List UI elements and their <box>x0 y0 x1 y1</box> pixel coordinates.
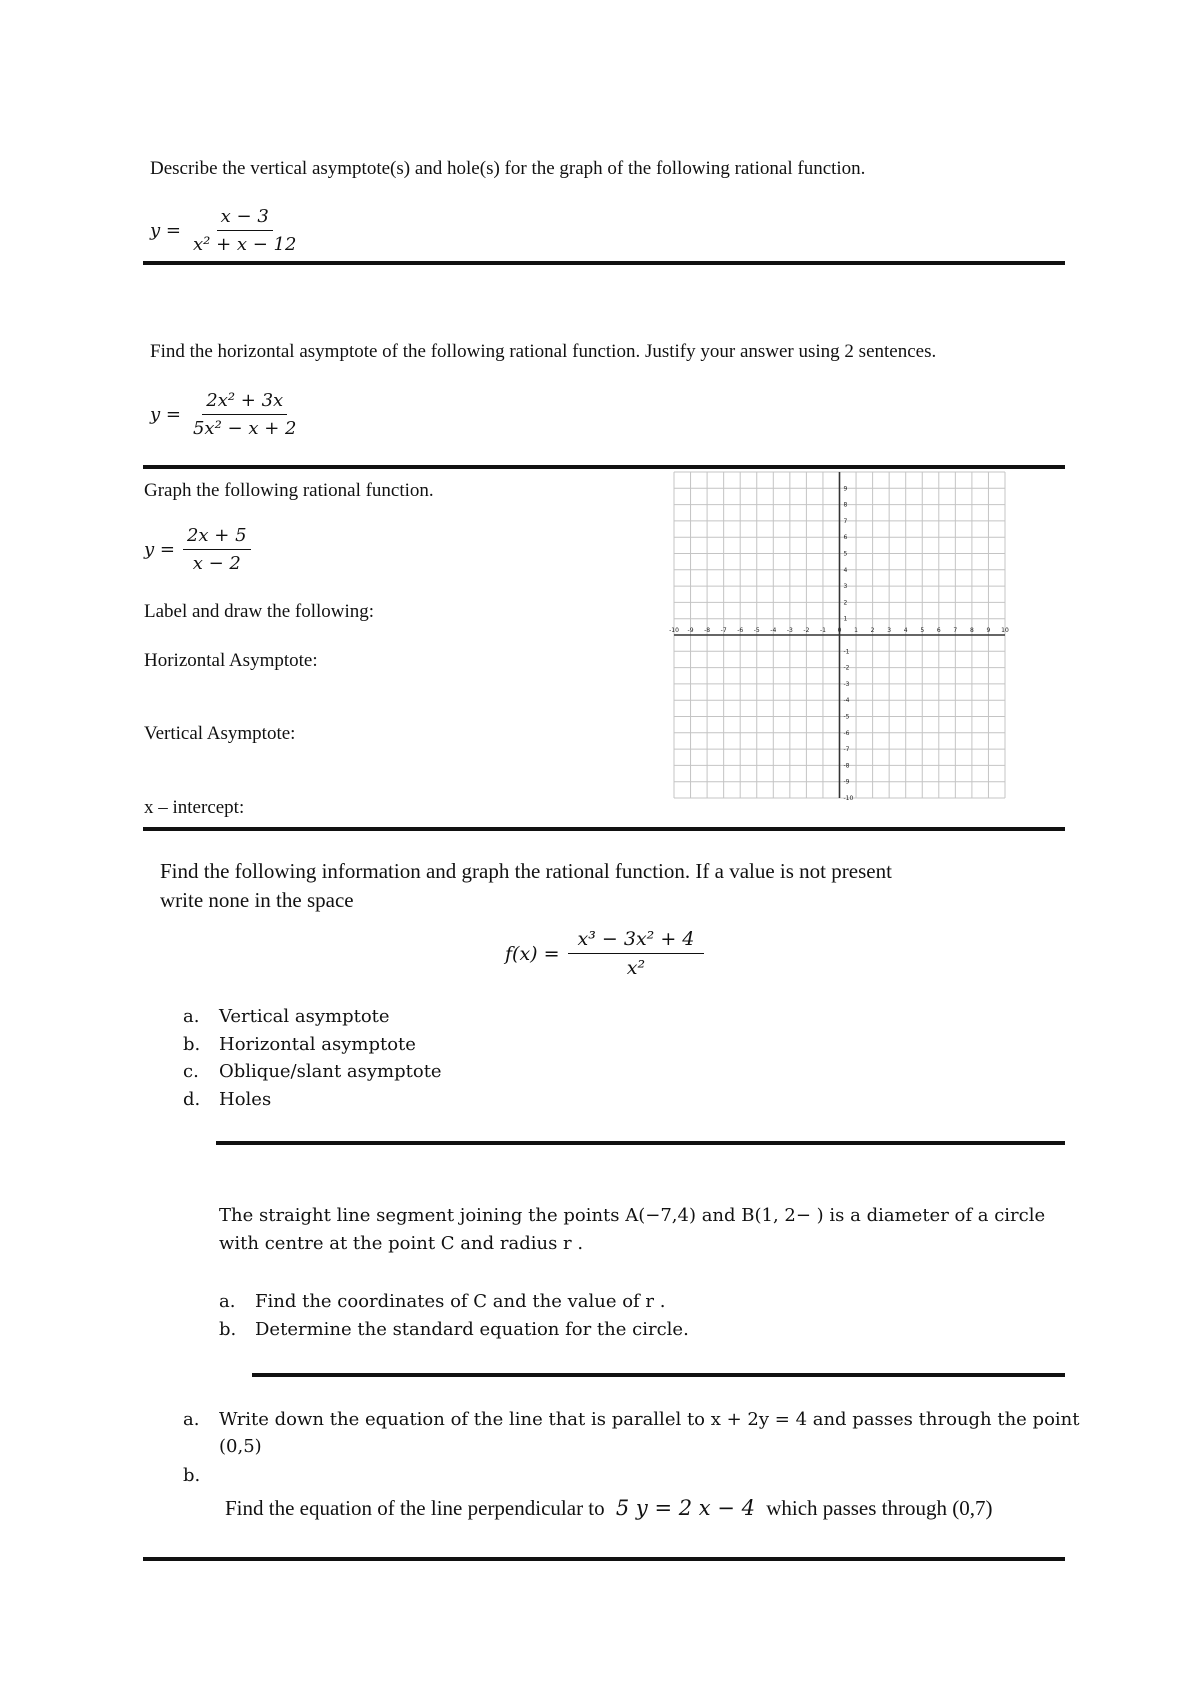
y-tick-label: 6 <box>843 534 848 542</box>
y-tick-label: -10 <box>843 795 854 802</box>
q5-prompt-line1: The straight line segment joining the points A(−7,4) and B(1, 2− ) is a diameter of a circle <box>219 1205 1046 1226</box>
y-tick-label: 7 <box>843 517 848 525</box>
q3-label-prompt: Label and draw the following: <box>144 601 375 622</box>
x-tick-label: -10 <box>669 627 679 634</box>
x-tick-label: 5 <box>920 627 925 634</box>
list-item: b. Horizontal asymptote <box>183 1033 416 1055</box>
q6-a-line1: Write down the equation of the line that is parallel to x + 2y = 4 and passes through the point <box>219 1409 1080 1430</box>
q2-lhs: y = <box>150 404 181 425</box>
q4-items <box>183 1003 442 1113</box>
list-item: a. Vertical asymptote <box>183 1006 390 1027</box>
y-tick-label: 4 <box>843 566 848 574</box>
q6-b-suffix: which passes through (0,7) <box>766 1496 993 1520</box>
q6-b-prefix: Find the equation of the line perpendicular to <box>225 1496 605 1520</box>
x-tick-label: -4 <box>770 627 777 634</box>
q3-numerator: 2x + 5 <box>183 525 251 550</box>
y-tick-label: -2 <box>843 664 850 672</box>
q1-equation <box>150 206 300 255</box>
list-item: a. Find the coordinates of C and the value of r . <box>219 1291 666 1312</box>
x-tick-label: -3 <box>786 627 793 634</box>
y-tick-label: -7 <box>843 746 850 754</box>
x-tick-label: 0 <box>837 627 842 634</box>
y-tick-label: 3 <box>843 583 848 591</box>
q3-x-intercept-label: x – intercept: <box>144 797 245 818</box>
y-tick-label: 8 <box>843 501 848 509</box>
q1-denominator: x² + x − 12 <box>192 234 297 255</box>
q6-a-line2: (0,5) <box>219 1436 262 1457</box>
x-tick-label: 4 <box>903 627 908 634</box>
y-tick-label: -3 <box>843 680 850 688</box>
list-item: d. Holes <box>183 1088 272 1110</box>
q2-equation <box>150 390 300 439</box>
x-tick-label: 6 <box>936 627 941 634</box>
q5-prompt-line2: with centre at the point C and radius r . <box>219 1233 584 1254</box>
q2-numerator: 2x² + 3x <box>202 390 287 415</box>
q6-b-equation: 5 y = 2 x − 4 <box>615 1496 755 1520</box>
q3-denominator: x − 2 <box>192 553 241 574</box>
x-tick-label: -1 <box>819 627 826 634</box>
q6-a <box>183 1409 1079 1430</box>
x-tick-label: -6 <box>737 627 744 634</box>
q4-denominator: x² <box>626 957 646 979</box>
y-tick-label: 5 <box>843 550 848 558</box>
y-tick-label: -4 <box>843 697 850 705</box>
q4-equation <box>505 928 704 979</box>
q5-items <box>219 1288 689 1344</box>
x-tick-label: 9 <box>986 627 991 634</box>
x-tick-label: 1 <box>854 627 858 634</box>
q4-numerator: x³ − 3x² + 4 <box>568 928 705 954</box>
q1-lhs: y = <box>150 220 181 241</box>
list-item: b. Determine the standard equation for the circle. <box>219 1319 689 1340</box>
x-tick-label: 8 <box>969 627 974 634</box>
answer-rule <box>143 261 1065 265</box>
x-tick-label: 2 <box>870 627 875 634</box>
x-tick-label: 3 <box>887 627 892 634</box>
x-tick-label: -2 <box>803 627 810 634</box>
answer-rule <box>252 1373 1065 1377</box>
y-tick-label: 1 <box>843 615 848 623</box>
list-item: c. Oblique/slant asymptote <box>183 1061 442 1082</box>
q1-prompt: Describe the vertical asymptote(s) and hole(s) for the graph of the following rational function. <box>150 158 866 179</box>
y-tick-label: -5 <box>843 713 850 721</box>
q2-prompt: Find the horizontal asymptote of the following rational function. Justify your answer using 2 sentences. <box>150 341 937 362</box>
q6-a-label: a. <box>183 1409 200 1430</box>
coordinate-grid[interactable] <box>669 470 1009 802</box>
q3-prompt: Graph the following rational function. <box>144 480 434 501</box>
q4-prompt-line1: Find the following information and graph the rational function. If a value is not present <box>160 859 892 883</box>
q3-vertical-asymptote-label: Vertical Asymptote: <box>144 723 296 744</box>
x-tick-label: 7 <box>953 627 958 634</box>
answer-rule <box>143 827 1065 831</box>
x-tick-label: -9 <box>687 627 694 634</box>
answer-rule <box>143 1557 1065 1561</box>
q3-lhs: y = <box>144 539 175 560</box>
x-tick-label: 10 <box>1001 627 1009 634</box>
q4-prompt-line2: write none in the space <box>160 888 354 912</box>
x-tick-label: -5 <box>753 627 760 634</box>
y-tick-label: -1 <box>843 648 850 656</box>
q6-b-label: b. <box>183 1465 201 1486</box>
q1-numerator: x − 3 <box>217 206 273 231</box>
x-tick-label: -8 <box>704 627 711 634</box>
y-tick-label: 9 <box>843 485 848 493</box>
y-tick-label: 2 <box>843 599 848 607</box>
q3-equation <box>144 525 251 574</box>
q6-b <box>225 1496 992 1521</box>
answer-rule <box>143 465 1065 469</box>
y-tick-label: -6 <box>843 729 850 737</box>
q3-horizontal-asymptote-label: Horizontal Asymptote: <box>144 650 318 671</box>
y-tick-label: -9 <box>843 778 850 786</box>
y-tick-label: -8 <box>843 762 850 770</box>
x-tick-label: -7 <box>720 627 727 634</box>
answer-rule <box>216 1141 1065 1145</box>
q2-denominator: 5x² − x + 2 <box>192 418 297 439</box>
q4-lhs: f(x) = <box>505 942 560 965</box>
